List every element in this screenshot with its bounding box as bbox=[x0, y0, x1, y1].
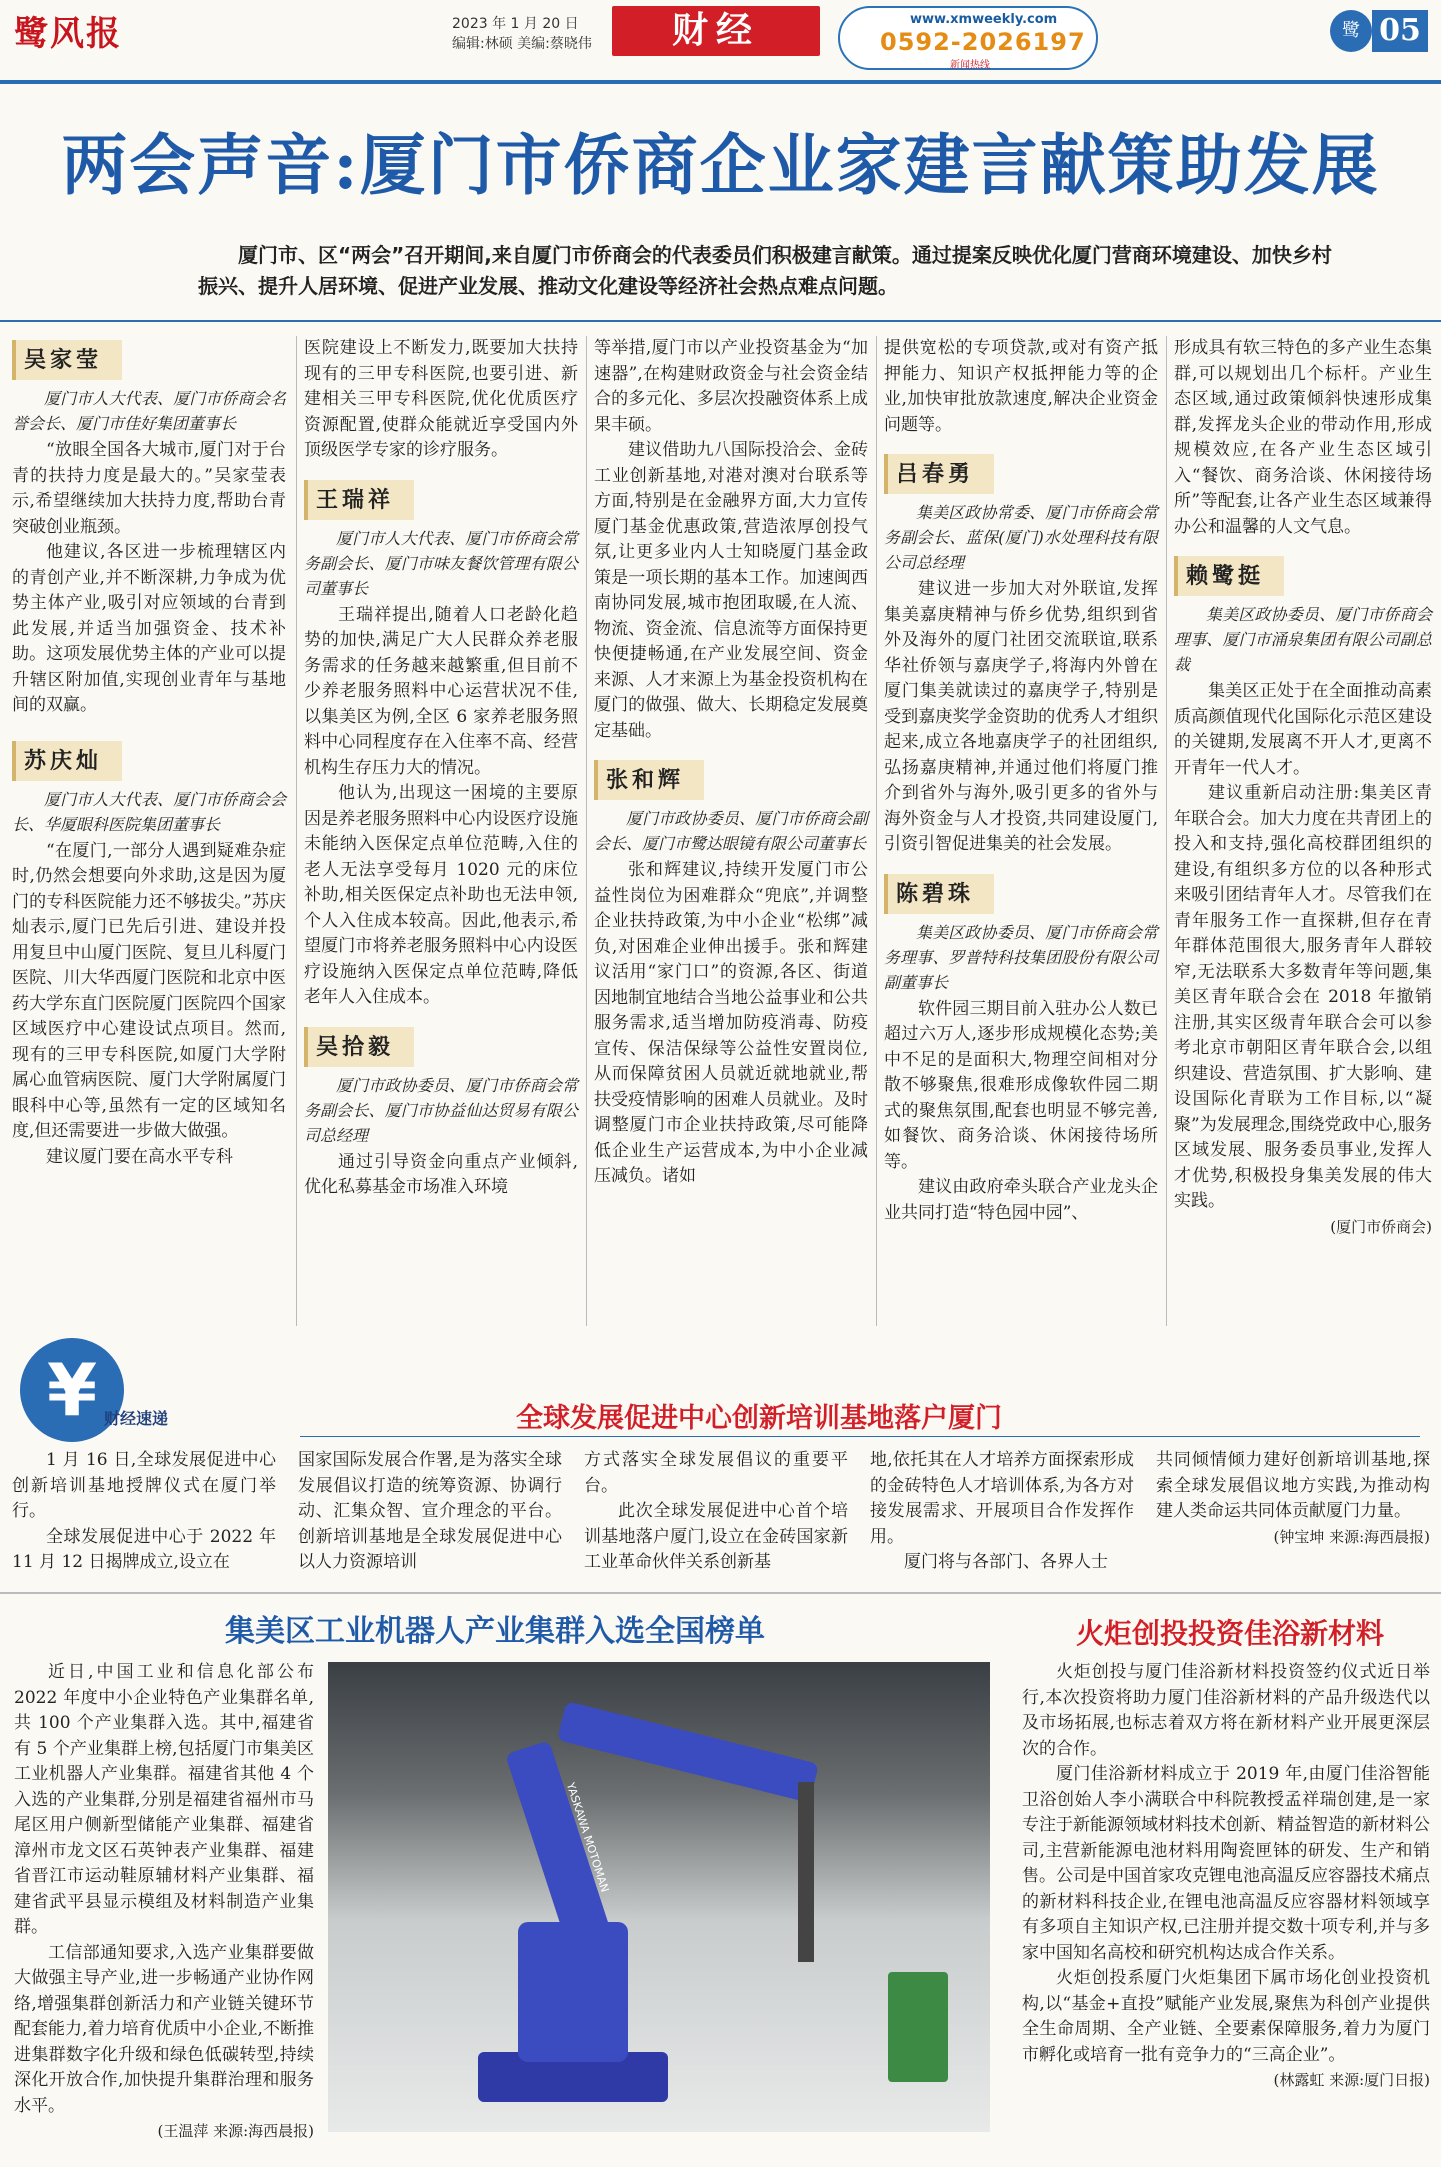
finance-column-2 bbox=[298, 1448, 562, 1576]
speaker-title: 厦门市人大代表、厦门市侨商会常务副会长、厦门市味友餐饮管理有限公司董事长 bbox=[304, 528, 578, 598]
speaker-title: 厦门市人大代表、厦门市侨商会会长、华厦眼科医院集团董事长 bbox=[12, 789, 286, 834]
paragraph: 他认为,出现这一困境的主要原因是养老服务照料中心内设医疗设施未能纳入医保定点单位范畴,入住的老人无法享受每月 1020 元的床位补助,相关医保定点补助也无法申领,个人入住成本较高。因此,他表示,希望厦门市将养老服务照料中心内设医疗设施纳入医保定点单位范畴,降低老年人入住成本。 bbox=[304, 783, 578, 1007]
paragraph: 国家国际发展合作署,是为落实全球发展倡议打造的统筹资源、协调行动、汇集众智、宣介理念的平台。创新培训基地是全球发展促进中心以人力资源培训 bbox=[298, 1450, 562, 1572]
article-source: (王温萍 来源:海西晨报) bbox=[157, 2122, 314, 2140]
column-divider bbox=[296, 336, 297, 1326]
column-divider bbox=[586, 336, 587, 1326]
lead-divider bbox=[0, 320, 1441, 322]
paragraph: 厦门将与各部门、各界人士 bbox=[904, 1552, 1108, 1572]
speaker-name: 张和辉 bbox=[594, 760, 704, 800]
hotline-label: 新闻热线 bbox=[950, 60, 990, 71]
article-column-2 bbox=[304, 336, 578, 1201]
issue-meta bbox=[452, 14, 592, 54]
news-hotline-badge bbox=[838, 6, 1098, 70]
paragraph: “放眼全国各大城市,厦门对于台青的扶持力度是最大的。”吴家莹表示,希望继续加大扶持力度,帮助台青突破创业瓶颈。 bbox=[12, 440, 286, 537]
speaker-title: 厦门市政协委员、厦门市侨商会常务副会长、厦门市协益仙达贸易有限公司总经理 bbox=[304, 1075, 578, 1145]
paragraph: 厦门佳浴新材料成立于 2019 年,由厦门佳浴智能卫浴创始人李小满联合中科院教授孟祥瑞创建,是一家专注于新能源领域材料技术创新、精益智造的新材料公司,主营新能源电池材料用陶瓷匣钵的研发、生产和销售。公司是中国首家攻克锂电池高温反应容器技术痛点的新材料科技企业,在锂电池高温反应容器材料领域享有多项自主知识产权,已注册并提交数十项专利,并与多家中国知名高校和研究机构达成合作关系。 bbox=[1022, 1764, 1430, 1963]
article-source: (林露虹 来源:厦门日报) bbox=[1273, 2071, 1430, 2089]
egret-icon: 鹭 bbox=[1330, 10, 1372, 52]
robot-article-title: 集美区工业机器人产业集群入选全国榜单 bbox=[225, 1614, 765, 1649]
paragraph: 火炬创投与厦门佳浴新材料投资签约仪式近日举行,本次投资将助力厦门佳浴新材料的产品升级迭代以及市场拓展,也标志着双方将在新材料产业开展更深层次的合作。 bbox=[1022, 1662, 1430, 1759]
speaker-title: 集美区政协常委、厦门市侨商会常务副会长、蓝保(厦门)水处理科技有限公司总经理 bbox=[884, 503, 1158, 572]
section-divider bbox=[0, 1592, 1441, 1594]
section-label: 财经 bbox=[612, 6, 820, 56]
article-source: (厦门市侨商会) bbox=[1330, 1217, 1432, 1236]
speaker-title: 厦门市政协委员、厦门市侨商会副会长、厦门市鹭达眼镜有限公司董事长 bbox=[594, 809, 868, 853]
speaker-name: 赖鹭挺 bbox=[1174, 556, 1284, 596]
page-number-badge bbox=[1330, 10, 1430, 52]
finance-article-title: 全球发展促进中心创新培训基地落户厦门 bbox=[516, 1403, 1002, 1434]
newspaper-logo: 鹭风报 bbox=[14, 14, 122, 54]
robot-upper-arm bbox=[557, 1701, 819, 1803]
speaker-title: 集美区政协委员、厦门市侨商会理事、厦门市涌泉集团有限公司副总裁 bbox=[1174, 605, 1432, 674]
speaker-name: 陈碧珠 bbox=[884, 874, 994, 914]
article-column-3 bbox=[594, 336, 868, 1190]
torch-article-title: 火炬创投投资佳浴新材料 bbox=[1075, 1617, 1384, 1650]
paragraph: 建议厦门要在高水平专科 bbox=[46, 1146, 233, 1167]
industrial-robot-photo bbox=[328, 1662, 990, 2132]
paragraph: 共同倾情倾力建好创新培训基地,探索全球发展倡议地方实践,为推动构建人类命运共同体贡献厦门力量。 bbox=[1156, 1450, 1430, 1521]
finance-column-4 bbox=[870, 1448, 1134, 1576]
lead-paragraph: 厦门市、区“两会”召开期间,来自厦门市侨商会的代表委员们积极建言献策。通过提案反映优化厦门营商环境建设、加快乡村振兴、提升人居环境、促进产业发展、推动文化建设等经济社会热点难点问题。 bbox=[198, 243, 1332, 298]
speaker-name: 吕春勇 bbox=[884, 454, 994, 494]
paragraph: “在厦门,一部分人遇到疑难杂症时,仍然会想要向外求助,这是因为厦门的专科医院能力还不够拔尖。”苏庆灿表示,厦门已先后引进、建设并投用复旦中山厦门医院、复旦儿科厦门医院、川大华西厦门医院和北京中医药大学东直门医院厦门医院四个国家区域医疗中心建设试点项目。然而,现有的三甲专科医院,如厦门大学附属心血管病医院、厦门大学附属厦门眼科中心等,虽然有一定的区域知名度,但还需要进一步做大做强。 bbox=[12, 840, 286, 1141]
paragraph: 集美区正处于在全面推动高素质高颜值现代化国际化示范区建设的关键期,发展离不开人才,更离不开青年一代人才。 bbox=[1174, 681, 1432, 778]
finance-column-5 bbox=[1156, 1448, 1430, 1550]
speaker-name: 王瑞祥 bbox=[304, 480, 414, 520]
paragraph: 全球发展促进中心于 2022 年 11 月 12 日揭牌成立,设立在 bbox=[12, 1526, 276, 1572]
paragraph: 工信部通知要求,入选产业集群要做大做强主导产业,进一步畅通产业协作网络,增强集群创新活力和产业链关键环节配套能力,着力培育优质中小企业,不断推进集群数字化升级和绿色低碳转型,持续深化开放合作,加快提升集群治理和服务水平。 bbox=[14, 1942, 314, 2116]
robot-tool-shaft bbox=[798, 1782, 814, 1962]
finance-column-1 bbox=[12, 1448, 276, 1576]
article-column-4 bbox=[884, 336, 1158, 1226]
paragraph: 1 月 16 日,全球发展促进中心创新培训基地授牌仪式在厦门举行。 bbox=[12, 1450, 276, 1521]
speaker-name: 吴拾毅 bbox=[304, 1027, 414, 1067]
paragraph: 建议进一步加大对外联谊,发挥集美嘉庚精神与侨乡优势,组织到省外及海外的厦门社团交流联谊,联系华社侨领与嘉庚学子,将海内外曾在厦门集美就读过的嘉庚学子,特别是受到嘉庚奖学金资助的优秀人才组织起来,成立各地嘉庚学子的社团组织,弘扬嘉庚精神,并通过他们将厦门推介到省外与海外,吸引更多的省外与海外资金与人才投资,共同建设厦门,引资引智促进集美的社会发展。 bbox=[884, 579, 1158, 854]
article-column-1 bbox=[12, 332, 286, 1170]
speaker-name: 吴家莹 bbox=[12, 340, 122, 380]
paragraph: 软件园三期目前入驻办公人数已超过六万人,逐步形成规模化态势;美中不足的是面积大,物理空间相对分散不够聚焦,很难形成像软件园二期式的聚焦氛围,配套也明显不够完善,如餐饮、商务洽谈、休闲接待场所等。 bbox=[884, 998, 1158, 1172]
robot-article-body bbox=[14, 1660, 314, 2145]
yuan-icon: ¥ bbox=[20, 1338, 124, 1442]
paragraph: 建议重新启动注册:集美区青年联合会。加大力度在共青团上的投入和支持,强化高校群团组织的建设,有组织多方位的以各种形式来吸引团结青年人才。尽管我们在青年服务工作一直探耕,但存在青年群体范围很大,服务青年人群较窄,无法联系大多数青年等问题,集美区青年联合会在 2018 年撤销注册,其实区级青年联合会可以参考北京市朝阳区青年联合会,以组织建设、营造氛围、扩大影响、建设国际化青联为工作目标,以“凝聚”为发展理念,围绕党政中心,服务区域发展、服务委员事业,发挥人才优势,积极投身集美发展的伟大实践。 bbox=[1174, 783, 1432, 1211]
paragraph: 近日,中国工业和信息化部公布 2022 年度中小企业特色产业集群名单,共 100 个产业集群入选。其中,福建省有 5 个产业集群上榜,包括厦门市集美区工业机器人产业集群。福建省其他 4 个入选的产业集群,分别是福建省福州市马尾区用户侧新型储能产业集群、福建省漳州市龙文区石英钟表产业集群、福建省晋江市运动鞋原辅材料产业集群、福建省武平县显示模组及材料制造产业集群。 bbox=[14, 1662, 314, 1937]
paragraph: 提供宽松的专项贷款,或对有资产抵押能力、知识产权抵押能力等的企业,加快审批放款速度,解决企业资金问题等。 bbox=[884, 338, 1158, 435]
speaker-name: 苏庆灿 bbox=[12, 741, 122, 781]
torch-article-body bbox=[1022, 1660, 1430, 2094]
paragraph: 地,依托其在人才培养方面探索形成的金砖特色人才培训体系,为各方对接发展需求、开展项目合作发挥作用。 bbox=[870, 1450, 1134, 1547]
main-headline: 两会声音:厦门市侨商企业家建言献策助发展 bbox=[61, 126, 1380, 204]
finance-divider bbox=[300, 1436, 1420, 1437]
paragraph: 此次全球发展促进中心首个培训基地落户厦门,设立在金砖国家新工业革命伙伴关系创新基 bbox=[584, 1501, 848, 1572]
paragraph: 火炬创投系厦门火炬集团下属市场化创业投资机构,以“基金+直投”赋能产业发展,聚焦为科创产业提供全生命周期、全产业链、全要素保障服务,着力为厦门市孵化或培育一批有竞争力的“三高企业”。 bbox=[1022, 1968, 1430, 2065]
column-divider bbox=[1166, 336, 1167, 1326]
paragraph: 张和辉建议,持续开发厦门市公益性岗位为困难群众“兜底”,并调整企业扶持政策,为中小企业“松绑”减负,对困难企业伸出援手。张和辉建议活用“家门口”的资源,各区、街道因地制宜地结合当地公益事业和公共服务需求,适当增加防疫消毒、防疫宣传、保洁保绿等公益性安置岗位,从而保障贫困人员就近就地就业,帮扶受疫情影响的困难人员就业。及时调整厦门市企业扶持政策,尽可能降低企业生产运营成本,为中小企业减压减负。诸如 bbox=[594, 860, 868, 1186]
finance-express-tag: 财经速递 bbox=[104, 1409, 169, 1428]
paragraph: 医院建设上不断发力,既要加大扶持现有的三甲专科医院,也要引进、新建相关三甲专科医院,优化优质医疗资源配置,使群众能就近享受国内外顶级医学专家的诊疗服务。 bbox=[304, 338, 578, 460]
paragraph: 建议由政府牵头联合产业龙头企业共同打造“特色园中园”、 bbox=[884, 1177, 1158, 1223]
page-number: 05 bbox=[1372, 10, 1428, 52]
green-robot-background bbox=[888, 1972, 948, 2082]
header-divider bbox=[0, 80, 1441, 84]
hotline-number: 0592-2026197 bbox=[880, 28, 1086, 56]
finance-column-3 bbox=[584, 1448, 848, 1576]
speaker-title: 集美区政协委员、厦门市侨商会常务理事、罗普特科技集团股份有限公司副董事长 bbox=[884, 922, 1158, 992]
editors-credit: 编辑:林硕 美编:蔡晓伟 bbox=[452, 36, 592, 52]
paragraph: 形成具有软三特色的多产业生态集群,可以规划出几个标杆。产业生态区域,通过政策倾斜快速形成集群,发挥龙头企业的带动作用,形成规模效应,在各产业生态区域引入“餐饮、商务洽谈、休闲接待场所”等配套,让各产业生态区域兼得办公和温馨的人文气息。 bbox=[1174, 338, 1432, 537]
robot-brand-label: YASKAWA MOTOMAN bbox=[563, 1781, 612, 1894]
paragraph: 王瑞祥提出,随着人口老龄化趋势的加快,满足广大人民群众养老服务需求的任务越来越繁重,但目前不少养老服务照料中心运营状况不佳,以集美区为例,全区 6 家养老服务照料中心同程度存在入住率不高、经营机构生存压力大的情况。 bbox=[304, 604, 578, 778]
paragraph: 等举措,厦门市以产业投资基金为“加速器”,在构建财政资金与社会资金结合的多元化、多层次投融资体系上成果丰硕。 bbox=[594, 338, 868, 435]
paragraph: 通过引导资金向重点产业倾斜,优化私募基金市场准入环境 bbox=[304, 1151, 578, 1197]
article-source: (钟宝坤 来源:海西晨报) bbox=[1273, 1527, 1430, 1546]
issue-date: 2023 年 1 月 20 日 bbox=[452, 16, 579, 32]
website-url[interactable]: www.xmweekly.com bbox=[910, 12, 1058, 27]
speaker-title: 厦门市人大代表、厦门市侨商会名誉会长、厦门市佳好集团董事长 bbox=[12, 389, 286, 433]
paragraph: 方式落实全球发展倡议的重要平台。 bbox=[584, 1450, 848, 1496]
article-column-5 bbox=[1174, 336, 1432, 1240]
paragraph: 他建议,各区进一步梳理辖区内的青创产业,并不断深耕,力争成为优势主体产业,吸引对应领域的台青到此发展,并适当加强资金、技术补助。这项发展优势主体的产业可以提升辖区附加值,实现创业青年与基地间的双赢。 bbox=[12, 542, 286, 715]
column-divider bbox=[876, 336, 877, 1326]
paragraph: 建议借助九八国际投洽会、金砖工业创新基地,对港对澳对台联系等方面,特别是在金融界方面,大力宣传厦门基金优惠政策,营造浓厚创投气氛,让更多业内人士知晓厦门基金政策是一项长期的基本工作。加速闽西南协同发展,城市抱团取暖,在人流、物流、资金流、信息流等方面保持更快便捷畅通,在产业发展空间、资金来源、人才来源上为基金投资机构在厦门的做强、做大、长期稳定发展奠定基础。 bbox=[594, 440, 868, 741]
